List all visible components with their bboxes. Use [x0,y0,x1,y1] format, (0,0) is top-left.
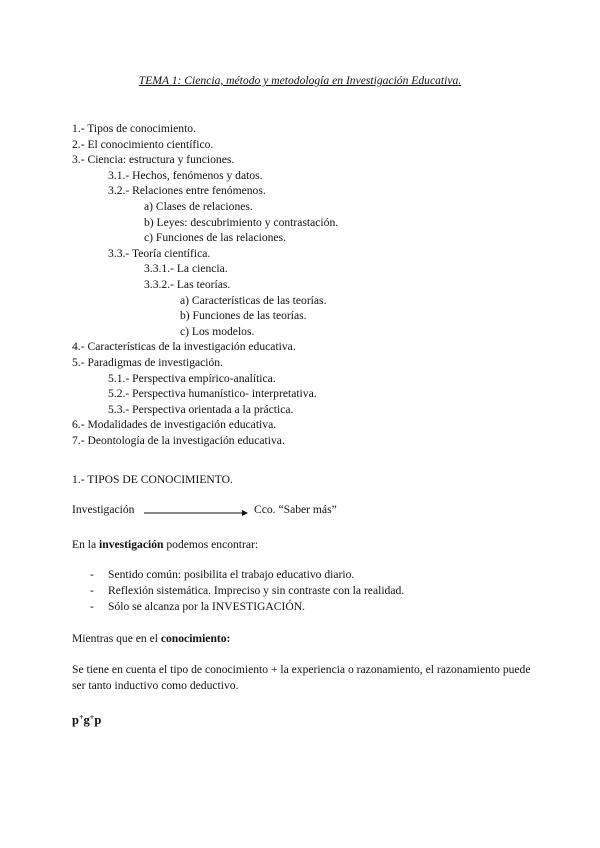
formula-g: g [83,713,90,727]
bullet-list [72,567,542,615]
right-arrow-icon [144,505,248,517]
saber-mas-label: Cco. “Saber más” [254,503,337,516]
p2-bold: conocimiento: [160,632,231,645]
toc-item: 6.- Modalidades de investigación educativa. [72,418,277,432]
toc-item: 4.- Características de la investigación educativa. [72,340,296,354]
page-title: TEMA 1: Ciencia, método y metodología en Investigación Educativa. [138,74,462,87]
p1-text-before: En la [72,538,100,551]
toc-item: 5.3.- Perspectiva orientada a la práctica. [108,402,294,416]
toc-item: 3.1.- Hechos, fenómenos y datos. [108,168,263,182]
toc-item: 5.- Paradigmas de investigación. [72,355,224,369]
toc-item: 7.- Deontología de la investigación educativa. [72,433,285,447]
toc-item: 3.3.- Teoría científica. [108,246,211,260]
formula-plus-1: + [78,713,84,722]
toc-item: a) Características de las teorías. [180,293,327,307]
formula-p1: p [72,713,79,727]
toc-item: b) Funciones de las teorías. [180,309,307,323]
paragraph-razonamiento: Se tiene en cuenta el tipo de conocimiento + la experiencia o razonamiento, el razonamiento puede ser tanto inductivo como deductivo. [72,663,531,692]
bullet-text: Sólo se alcanza por la INVESTIGACIÓN. [108,600,306,613]
toc-item: 3.3.2.- Las teorías. [144,277,231,291]
formula-plus-2: + [89,713,95,722]
toc-item: 5.2.- Perspectiva humanístico- interpretativa. [108,387,317,401]
toc-item: 3.2.- Relaciones entre fenómenos. [108,184,266,198]
paragraph-conocimiento [72,631,542,647]
formula [72,710,542,729]
toc-item: 5.1.- Perspectiva empírico-analítica. [108,371,276,385]
list-item [72,567,542,583]
p1-text-after: podemos encontrar: [163,538,259,551]
dash-bullet: - [90,600,94,613]
dash-bullet: - [90,584,94,597]
investigation-arrow-row [72,502,542,518]
toc-item: 3.3.1.- La ciencia. [144,262,228,276]
investigation-label: Investigación [72,503,135,516]
toc-item: 2.- El conocimiento científico. [72,137,214,151]
dash-bullet: - [90,568,94,581]
p1-bold: investigación [99,538,164,551]
list-item [72,599,542,615]
bullet-text: Reflexión sistemática. Impreciso y sin contraste con la realidad. [108,584,405,597]
formula-p2: p [94,713,102,727]
toc-item: b) Leyes: descubrimiento y contrastación. [144,215,339,229]
toc-item: 3.- Ciencia: estructura y funciones. [72,153,235,167]
p2-text-before: Mientras que en el [72,632,161,645]
toc-item: c) Los modelos. [180,324,255,338]
paragraph-investigacion [72,537,542,553]
bullet-text: Sentido común: posibilita el trabajo educativo diario. [108,568,355,581]
toc-item: 1.- Tipos de conocimiento. [72,122,196,135]
section-heading: 1.- TIPOS DE CONOCIMIENTO. [72,473,233,486]
table-of-contents [72,121,542,448]
toc-item: c) Funciones de las relaciones. [144,231,286,245]
toc-item: a) Clases de relaciones. [144,199,253,213]
list-item [72,583,542,599]
